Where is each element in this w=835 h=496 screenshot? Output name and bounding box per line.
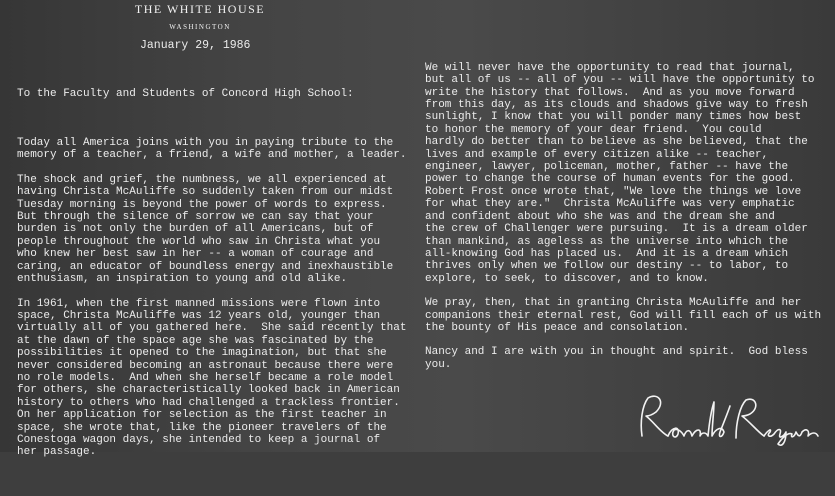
paragraph	[17, 137, 417, 162]
text-line: Tuesday morning is beyond the power of words to express.	[17, 198, 387, 211]
text-line: thrives only when we follow our destiny -- to labor, to	[425, 260, 789, 273]
text-line: We will never have the opportunity to read that journal,	[425, 61, 795, 74]
text-line: all-knowing God has placed us. And it is a dream which	[425, 247, 789, 260]
text-line: for what they are." Christa McAuliffe was very emphatic	[425, 198, 795, 211]
right-column	[425, 37, 830, 408]
text-line: Robert Frost once wrote that, "We love the things we love	[425, 185, 802, 198]
text-line: possibilities it opened to the imagination, but that she	[17, 347, 387, 360]
text-line: no role models. And when she herself became a role model	[17, 371, 394, 384]
text-line: power to change the course of human events for the good.	[425, 173, 795, 186]
text-line: never considered becoming an astronaut because there were	[17, 359, 394, 372]
text-line: On her application for selection as the first teacher in	[17, 409, 387, 422]
text-line: companions their eternal rest, God will fill each of us with	[425, 309, 822, 322]
left-column	[17, 63, 417, 496]
letterhead-title: THE WHITE HOUSE	[134, 2, 266, 16]
text-line: The shock and grief, the numbness, we all experienced at	[17, 173, 387, 186]
text-line: than mankind, as ageless as the universe into which the	[425, 235, 789, 248]
text-line: from this day, as its clouds and shadows give way to fresh	[425, 99, 808, 112]
text-line: to honor the memory of your dear friend. You could	[425, 123, 762, 136]
paragraph	[425, 346, 830, 371]
text-line: hardly do better than to believe as she believed, that the	[425, 136, 808, 149]
text-line: Today all America joins with you in paying tribute to the	[17, 137, 394, 150]
letterhead-city: WASHINGTON	[169, 23, 231, 31]
text-line: In 1961, when the first manned missions were flown into	[17, 297, 381, 310]
text-line: sunlight, I know that you will ponder many times how best	[425, 111, 802, 124]
text-line: you.	[425, 358, 452, 371]
text-line: and confident about who she was and the dream she and	[425, 210, 775, 223]
text-line: having Christa McAuliffe so suddenly taken from our midst	[17, 186, 394, 199]
text-line: explore, to seek, to discover, and to know.	[425, 272, 709, 285]
text-line: Nancy and I are with you in thought and spirit. God bless	[425, 346, 808, 359]
paragraph	[425, 62, 830, 285]
text-line: enthusiasm, an inspiration to young and old alike.	[17, 273, 348, 286]
text-line: at the dawn of the space age she was fascinated by the	[17, 334, 374, 347]
text-line: the bounty of His peace and consolation.	[425, 321, 690, 334]
text-line: her passage.	[17, 446, 97, 459]
text-line: We pray, then, that in granting Christa McAuliffe and her	[425, 297, 802, 310]
text-line: But through the silence of sorrow we can say that your	[17, 211, 374, 224]
paragraph	[17, 298, 417, 459]
paragraph	[425, 297, 830, 334]
text-line: engineer, lawyer, policeman, mother, father -- have the	[425, 161, 789, 174]
text-line: the crew of Challenger were pursuing. It is a dream older	[425, 223, 808, 236]
text-line: people throughout the world who saw in Christa what you	[17, 235, 381, 248]
text-line: space, Christa McAuliffe was 12 years old, younger than	[17, 309, 381, 322]
paragraph	[17, 174, 417, 286]
signature-image	[632, 392, 822, 448]
text-line: burden is not only the burden of all Americans, but of	[17, 223, 374, 236]
letter-date: January 29, 1986	[140, 39, 251, 52]
text-line: space, she wrote that, like the pioneer travelers of the	[17, 421, 387, 434]
text-line: Conestoga wagon days, she intended to keep a journal of	[17, 433, 381, 446]
text-line: virtually all of you gathered here. She said recently that	[17, 322, 407, 335]
text-line: write the history that follows. And as you move forward	[425, 86, 795, 99]
right-paragraphs	[425, 62, 830, 371]
text-line: caring, an educator of boundless energy and inexhaustible	[17, 260, 394, 273]
text-line: lives and example of every citizen alike -- teacher,	[425, 148, 769, 161]
text-line: but all of us -- all of you -- will have the opportunity to	[425, 74, 815, 87]
salutation: To the Faculty and Students of Concord High School:	[17, 87, 354, 100]
left-paragraphs	[17, 137, 417, 459]
letterhead	[120, 2, 280, 32]
text-line: for others, she characteristically looked back in American	[17, 384, 400, 397]
text-line: memory of a teacher, a friend, a wife and mother, a leader.	[17, 149, 407, 162]
text-line: who knew her best saw in her -- a woman of courage and	[17, 248, 374, 261]
text-line: history to others who had challenged a trackless frontier.	[17, 396, 400, 409]
